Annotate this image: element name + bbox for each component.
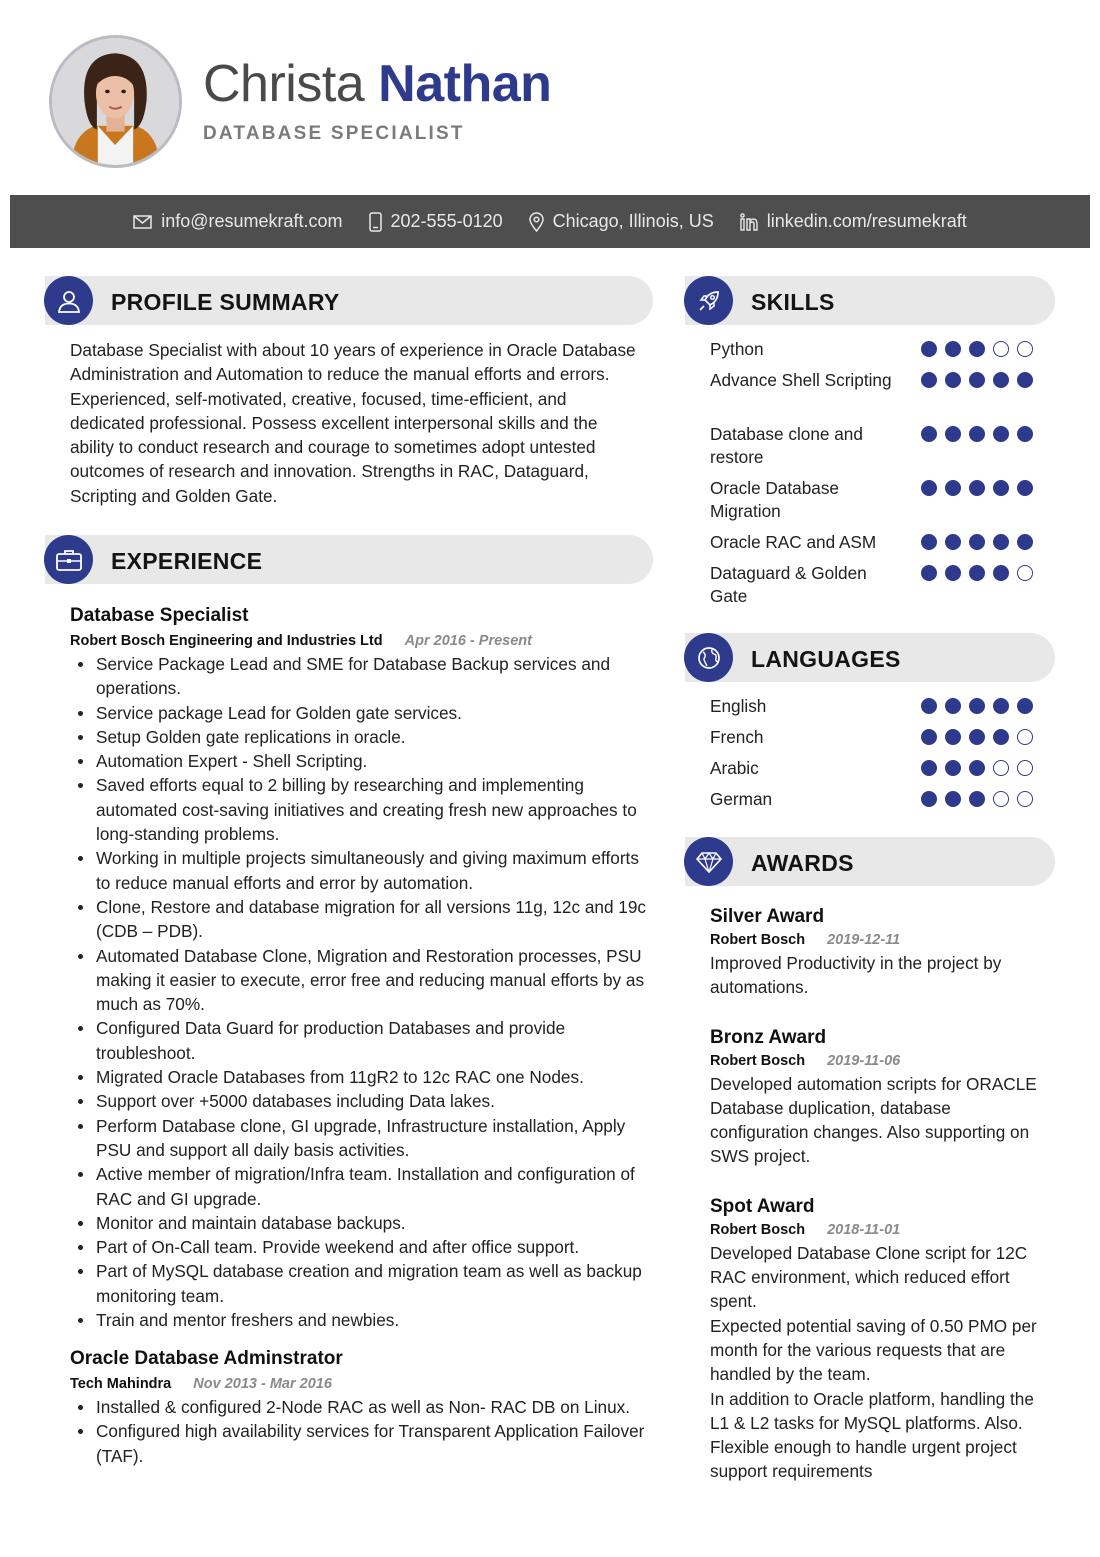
- rating-dot-filled: [969, 760, 985, 776]
- rating-dot-filled: [969, 698, 985, 714]
- resume-header: [0, 0, 1100, 195]
- job-title: DATABASE SPECIALIST: [203, 123, 465, 144]
- list-item: Clone, Restore and database migration for all versions 11g, 12c and 19c (CDB – PDB).: [70, 895, 650, 944]
- contact-linkedin[interactable]: [740, 211, 967, 232]
- rating-dots: [921, 369, 1033, 388]
- rating-dot-filled: [921, 534, 937, 550]
- language-name: English: [710, 696, 767, 716]
- list-item: Active member of migration/Infra team. Installation and configuration of RAC and GI upgrade.: [70, 1162, 650, 1211]
- rating-dots: [921, 338, 1033, 357]
- profile-summary-header: [45, 276, 653, 325]
- rating-dot-filled: [945, 426, 961, 442]
- list-item: Perform Database clone, GI upgrade, Infrastructure installation, Apply PSU and support all daily basis activities.: [70, 1114, 650, 1163]
- rating-dot-filled: [1017, 480, 1033, 496]
- rating-dot-empty: [993, 760, 1009, 776]
- rating-dot-filled: [921, 565, 937, 581]
- job-bullets: [70, 1395, 650, 1468]
- rating-dot-filled: [993, 534, 1009, 550]
- skill-row: [710, 477, 1040, 531]
- rating-dot-empty: [993, 341, 1009, 357]
- language-name: Arabic: [710, 758, 759, 778]
- skill-row: [710, 562, 1040, 616]
- rating-dot-empty: [1017, 729, 1033, 745]
- rocket-icon: [684, 276, 733, 325]
- diamond-icon: [684, 837, 733, 886]
- email-text: info@resumekraft.com: [161, 211, 343, 231]
- list-item: Part of On-Call team. Provide weekend and after office support.: [70, 1235, 650, 1259]
- award-date: 2019-12-11: [827, 932, 901, 948]
- language-name: German: [710, 789, 773, 809]
- job-meta: [70, 1373, 650, 1395]
- rating-dot-filled: [945, 791, 961, 807]
- rating-dot-filled: [1017, 698, 1033, 714]
- skill-name: Advance Shell Scripting: [710, 370, 892, 390]
- list-item: Configured high availability services for Transparent Application Failover (TAF).: [70, 1419, 650, 1468]
- rating-dots: [921, 788, 1033, 807]
- award-org: Robert Bosch: [710, 1221, 806, 1238]
- section-title: LANGUAGES: [751, 646, 901, 672]
- rating-dot-filled: [969, 341, 985, 357]
- list-item: Configured Data Guard for production Databases and provide troubleshoot.: [70, 1016, 650, 1065]
- award-entry: [710, 1195, 1040, 1484]
- rating-dot-filled: [969, 480, 985, 496]
- list-item: Automation Expert - Shell Scripting.: [70, 749, 650, 773]
- job-meta: [70, 630, 650, 652]
- list-item: Train and mentor freshers and newbies.: [70, 1308, 650, 1332]
- envelope-icon: [133, 215, 152, 229]
- job-dates: Nov 2013 - Mar 2016: [193, 1376, 332, 1392]
- rating-dot-filled: [945, 372, 961, 388]
- linkedin-text: linkedin.com/resumekraft: [766, 211, 967, 231]
- globe-icon: [684, 633, 733, 682]
- skill-name: Dataguard & Golden Gate: [710, 563, 867, 606]
- phone-text: 202-555-0120: [390, 211, 503, 231]
- rating-dot-filled: [993, 565, 1009, 581]
- mobile-phone-icon: [369, 212, 382, 232]
- rating-dot-filled: [945, 480, 961, 496]
- location-text: Chicago, Illinois, US: [552, 211, 714, 231]
- skill-row: [710, 369, 1040, 423]
- briefcase-icon: [44, 535, 93, 584]
- job-company: Robert Bosch Engineering and Industries Ltd: [70, 633, 383, 649]
- award-date: 2019-11-06: [827, 1052, 901, 1069]
- rating-dot-filled: [921, 729, 937, 745]
- rating-dot-empty: [993, 791, 1009, 807]
- language-row: [710, 695, 1040, 726]
- map-pin-icon: [529, 212, 544, 232]
- rating-dots: [921, 423, 1033, 442]
- list-item: Part of MySQL database creation and migration team as well as backup monitoring team.: [70, 1259, 650, 1308]
- rating-dots: [921, 695, 1033, 714]
- award-meta: [710, 1050, 1040, 1072]
- rating-dot-filled: [921, 341, 937, 357]
- award-title: Bronz Award: [710, 1026, 827, 1048]
- user-icon: [44, 276, 93, 325]
- language-row: [710, 788, 1040, 819]
- rating-dot-filled: [1017, 426, 1033, 442]
- job-role: Oracle Database Adminstrator: [70, 1348, 343, 1369]
- rating-dot-filled: [945, 729, 961, 745]
- rating-dot-filled: [921, 480, 937, 496]
- skill-name: Oracle Database Migration: [710, 478, 839, 521]
- rating-dot-filled: [945, 760, 961, 776]
- award-description: Developed automation scripts for ORACLE Database duplication, database configuration changes. Also supporting on SWS project.: [710, 1073, 1037, 1167]
- rating-dot-filled: [945, 698, 961, 714]
- experience-entry: [70, 604, 650, 1332]
- section-title: PROFILE SUMMARY: [111, 289, 340, 315]
- rating-dots: [921, 531, 1033, 550]
- rating-dot-filled: [993, 372, 1009, 388]
- skill-row: [710, 423, 1040, 477]
- award-entry: [710, 1026, 1040, 1169]
- award-description: Improved Productivity in the project by automations.: [710, 953, 1002, 998]
- rating-dot-filled: [969, 426, 985, 442]
- list-item: Working in multiple projects simultaneously and giving maximum efforts to reduce manual efforts and error by automation.: [70, 846, 650, 895]
- rating-dot-filled: [969, 565, 985, 581]
- list-item: Migrated Oracle Databases from 11gR2 to 12c RAC one Nodes.: [70, 1065, 650, 1089]
- skill-name: Database clone and restore: [710, 424, 863, 467]
- job-bullets: [70, 652, 650, 1332]
- contact-phone[interactable]: [369, 211, 503, 232]
- award-entry: [710, 905, 1040, 1000]
- rating-dot-filled: [969, 372, 985, 388]
- award-date: 2018-11-01: [827, 1221, 901, 1238]
- list-item: Support over +5000 databases including Data lakes.: [70, 1089, 650, 1113]
- candidate-name: [203, 54, 551, 114]
- person-portrait-icon: [52, 38, 179, 165]
- award-meta: [710, 929, 1040, 951]
- rating-dot-empty: [1017, 760, 1033, 776]
- contact-location: [529, 211, 714, 232]
- language-row: [710, 757, 1040, 788]
- languages-list: [710, 695, 1040, 819]
- rating-dots: [921, 477, 1033, 496]
- award-description: Developed Database Clone script for 12C RAC environment, which reduced effort spent.: [710, 1242, 1028, 1312]
- contact-email[interactable]: [133, 211, 342, 232]
- rating-dots: [921, 757, 1033, 776]
- experience-entry: [70, 1347, 650, 1468]
- section-title: EXPERIENCE: [111, 548, 263, 574]
- rating-dot-filled: [969, 729, 985, 745]
- profile-photo: [49, 35, 182, 168]
- rating-dot-filled: [993, 698, 1009, 714]
- rating-dot-filled: [921, 698, 937, 714]
- award-org: Robert Bosch: [710, 932, 806, 948]
- rating-dot-filled: [1017, 372, 1033, 388]
- rating-dot-empty: [1017, 565, 1033, 581]
- rating-dot-filled: [993, 480, 1009, 496]
- award-description: Expected potential saving of 0.50 PMO per month for the various requests that are handled by the team.: [710, 1315, 1037, 1385]
- contact-bar: [10, 195, 1090, 248]
- awards-list: [710, 905, 1040, 1510]
- linkedin-icon: [740, 213, 758, 231]
- rating-dot-filled: [945, 341, 961, 357]
- skill-row: [710, 531, 1040, 562]
- awards-header: [685, 837, 1055, 886]
- award-org: Robert Bosch: [710, 1052, 806, 1069]
- award-title: Silver Award: [710, 906, 825, 927]
- rating-dot-filled: [921, 791, 937, 807]
- job-role: Database Specialist: [70, 605, 249, 626]
- list-item: Service package Lead for Golden gate services.: [70, 701, 650, 725]
- rating-dot-filled: [921, 426, 937, 442]
- list-item: Saved efforts equal to 2 billing by researching and implementing automated cost-saving initiatives and creating fresh new approaches to long-standing problems.: [70, 773, 650, 846]
- skills-header: [685, 276, 1055, 325]
- list-item: Installed & configured 2-Node RAC as well as Non- RAC DB on Linux.: [70, 1395, 650, 1419]
- rating-dot-empty: [1017, 791, 1033, 807]
- section-title: SKILLS: [751, 289, 835, 315]
- rating-dot-filled: [921, 372, 937, 388]
- rating-dot-filled: [969, 534, 985, 550]
- section-title: AWARDS: [751, 850, 854, 876]
- rating-dot-filled: [1017, 534, 1033, 550]
- list-item: Monitor and maintain database backups.: [70, 1211, 650, 1235]
- first-name: Christa: [203, 55, 365, 113]
- rating-dot-filled: [945, 534, 961, 550]
- award-description: In addition to Oracle platform, handling the L1 & L2 tasks for MySQL platforms. Also. Flexible enough to handle urgent project support requirements: [710, 1388, 1034, 1482]
- rating-dot-filled: [993, 426, 1009, 442]
- rating-dot-filled: [921, 760, 937, 776]
- rating-dot-filled: [969, 791, 985, 807]
- skills-list: [710, 338, 1040, 616]
- list-item: Automated Database Clone, Migration and Restoration processes, PSU making it easier to execute, error free and reducing manual efforts by as much as 70%.: [70, 944, 650, 1017]
- list-item: Service Package Lead and SME for Database Backup services and operations.: [70, 652, 650, 701]
- job-company: Tech Mahindra: [70, 1376, 172, 1392]
- award-title: Spot Award: [710, 1195, 815, 1217]
- rating-dots: [921, 562, 1033, 581]
- skill-row: [710, 338, 1040, 369]
- experience-header: [45, 535, 653, 584]
- skill-name: Oracle RAC and ASM: [710, 532, 877, 552]
- list-item: Setup Golden gate replications in oracle.: [70, 725, 650, 749]
- award-meta: [710, 1219, 1040, 1241]
- language-row: [710, 726, 1040, 757]
- last-name: Nathan: [378, 55, 552, 113]
- language-name: French: [710, 727, 764, 747]
- rating-dot-filled: [993, 729, 1009, 745]
- rating-dot-empty: [1017, 341, 1033, 357]
- job-dates: Apr 2016 - Present: [404, 633, 532, 649]
- languages-header: [685, 633, 1055, 682]
- skill-name: Python: [710, 339, 764, 359]
- profile-summary-text: Database Specialist with about 10 years of experience in Oracle Database Administration and Automation to reduce the manual efforts and errors. Experienced, self-motivated, creative, focused, time-efficient, and dedicated professional. Possess excellent interpersonal skills and the ability to conduct research and courage to sometimes adopt untested outcomes of research and innovation. Strengths in RAC, Dataguard, Scripting and Golden Gate.: [70, 340, 636, 506]
- rating-dot-filled: [945, 565, 961, 581]
- rating-dots: [921, 726, 1033, 745]
